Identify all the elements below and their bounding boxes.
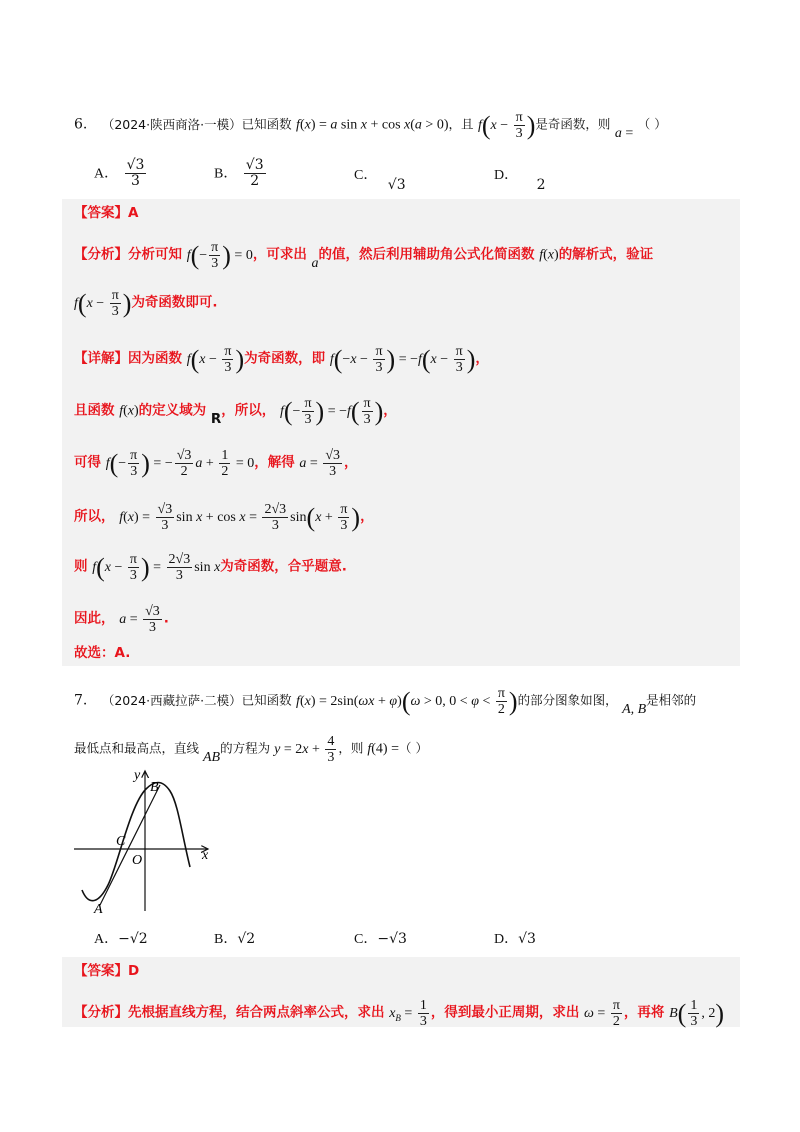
q7-analysis: 【分析】先根据直线方程，结合两点斜率公式，求出 $x_B$ = $\frac{1}{3}$ ，得到最小正周期，求出 ω = $\frac{\pi}{2}$ ，再将 B( $\frac{1}{3}$ , 2)	[74, 998, 725, 1029]
q6-function: f(x) = a sin x + cos x(a > 0)	[296, 117, 449, 133]
label-x: x	[202, 848, 209, 863]
q6-option-d[interactable]: D． 2	[494, 168, 546, 193]
q7-stem: 7. （2024·西藏拉萨·二模）已知函数 f(x) = 2sin(ωx + φ)(ω > 0, 0 < φ < $\frac{\pi}{2}$ )的部分图象如图， A, B是相邻的	[74, 686, 697, 717]
label-o: O	[132, 853, 143, 868]
sine-curve	[82, 783, 190, 901]
label-c: C	[116, 834, 126, 849]
q6-detail: 【详解】因为函数 f(x − $\frac{\pi}{3}$ )为奇函数，即 f(−x − $\frac{\pi}{3}$ ) = −f(x − $\frac{\pi}{3}$ )，	[74, 344, 489, 375]
q6-option-a[interactable]: A． $\frac{√3}{3}$	[94, 157, 145, 189]
line-ab	[100, 785, 160, 905]
q6-answer: 【答案】A	[74, 205, 139, 221]
q6-stem: 6. （2024·陕西商洛·一模）已知函数 f(x) = a sin x + cos x(a > 0)，且 f(x − $\frac{\pi}{3}$ )是奇函数，则 a = （ ）	[74, 110, 667, 141]
q6-analysis: 【分析】分析可知 f(− $\frac{\pi}{3}$ ) = 0，可求出 a的值，然后利用辅助角公式化简函数 f(x)的解析式，验证	[74, 240, 654, 271]
q7-option-d[interactable]: D．√3	[494, 931, 536, 947]
q7-function: f(x) = 2sin(ωx + φ)(ω > 0, 0 < φ < $\frac{\pi}{2}$ )	[296, 686, 518, 717]
q6-option-c[interactable]: C． √3	[354, 168, 406, 193]
q6-choice: 故选：A.	[74, 645, 131, 661]
q7-option-c[interactable]: C．−√3	[354, 931, 407, 947]
label-y: y	[134, 768, 141, 783]
label-b: B	[150, 780, 159, 795]
q7-option-a[interactable]: A．−√2	[94, 931, 148, 947]
q7-option-b[interactable]: B．√2	[214, 931, 256, 947]
q7-answer: 【答案】D	[74, 963, 140, 979]
q6-option-b[interactable]: B． $\frac{√3}{2}$	[214, 157, 264, 189]
q7-graph	[70, 765, 230, 915]
label-a: A	[94, 902, 103, 915]
